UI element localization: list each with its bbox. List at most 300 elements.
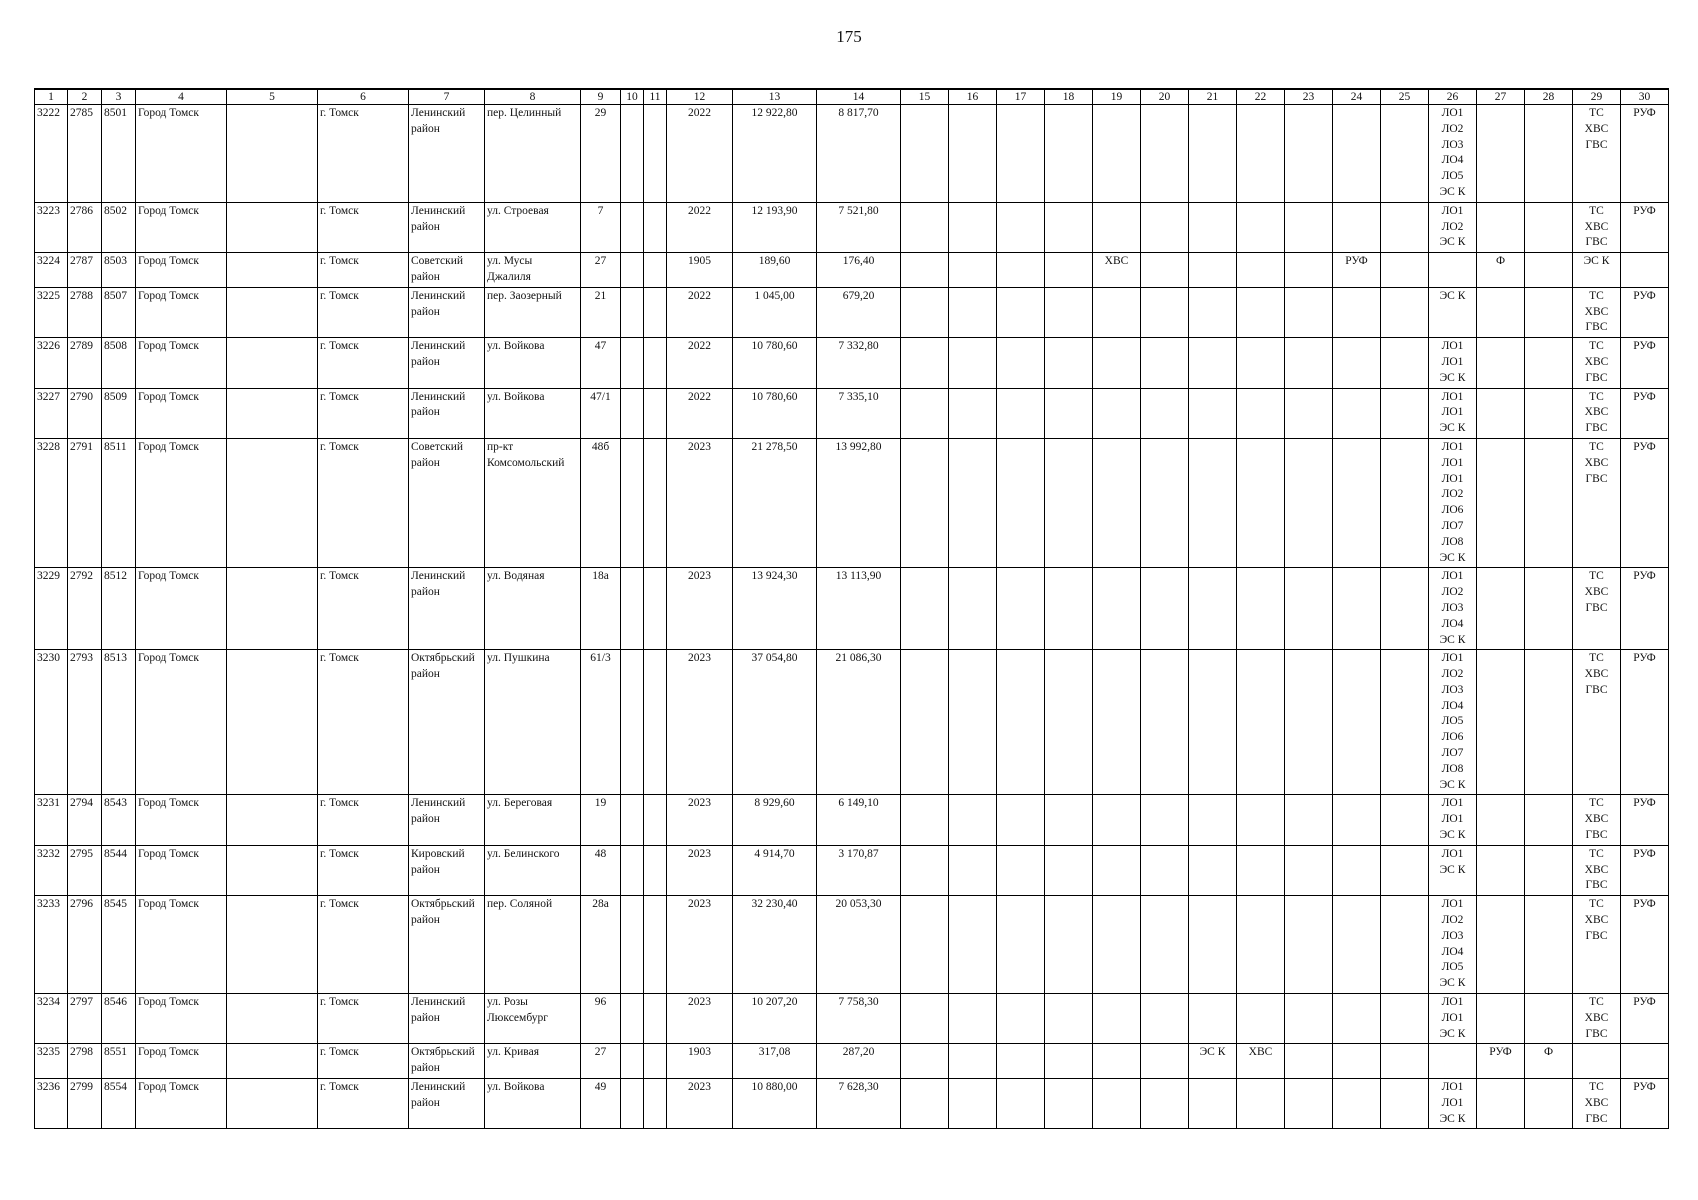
cell-col-13: 8 929,60 [733,795,817,845]
cell-col-8: ул. Войкова [485,338,581,388]
cell-col-8: пер. Целинный [485,105,581,203]
cell-col-12: 2023 [667,896,733,994]
cell-col-23 [1285,994,1333,1044]
cell-col-3: 8513 [102,650,136,795]
cell-col-30 [1621,253,1669,288]
cell-col-15 [901,568,949,650]
cell-col-4: Город Томск [136,650,227,795]
cell-col-1: 3235 [35,1044,68,1079]
cell-col-29: ТС ХВС ГВС [1573,568,1621,650]
cell-col-16 [949,253,997,288]
cell-col-26: ЛО1 ЛО2 ЛО3 ЛО4 ЛО5 ЭС К [1429,896,1477,994]
cell-col-7: Октябрьский район [409,650,485,795]
cell-col-21 [1189,105,1237,203]
cell-col-17 [997,105,1045,203]
cell-col-16 [949,287,997,337]
cell-col-4: Город Томск [136,105,227,203]
column-header-11: 11 [644,89,667,105]
cell-col-20 [1141,896,1189,994]
cell-col-27 [1477,338,1525,388]
cell-col-12: 2022 [667,105,733,203]
cell-col-10 [621,845,644,895]
cell-col-21 [1189,845,1237,895]
column-header-24: 24 [1333,89,1381,105]
cell-col-10 [621,795,644,845]
cell-col-24 [1333,845,1381,895]
cell-col-26: ЛО1 ЛО2 ЭС К [1429,202,1477,252]
cell-col-9: 29 [581,105,621,203]
cell-col-14: 3 170,87 [817,845,901,895]
cell-col-6: г. Томск [318,1079,409,1129]
cell-col-15 [901,253,949,288]
cell-col-9: 48 [581,845,621,895]
cell-col-7: Ленинский район [409,795,485,845]
cell-col-27: РУФ [1477,1044,1525,1079]
cell-col-12: 2022 [667,388,733,438]
cell-col-2: 2796 [68,896,102,994]
cell-col-9: 48б [581,438,621,567]
cell-col-6: г. Томск [318,795,409,845]
cell-col-15 [901,338,949,388]
cell-col-22 [1237,438,1285,567]
cell-col-17 [997,650,1045,795]
cell-col-10 [621,388,644,438]
cell-col-13: 37 054,80 [733,650,817,795]
cell-col-28 [1525,845,1573,895]
cell-col-24 [1333,338,1381,388]
cell-col-23 [1285,795,1333,845]
column-header-22: 22 [1237,89,1285,105]
cell-col-6: г. Томск [318,650,409,795]
cell-col-8: пр-кт Комсомольский [485,438,581,567]
cell-col-19 [1093,845,1141,895]
cell-col-2: 2794 [68,795,102,845]
cell-col-1: 3229 [35,568,68,650]
column-header-4: 4 [136,89,227,105]
cell-col-18 [1045,388,1093,438]
cell-col-29: ТС ХВС ГВС [1573,845,1621,895]
cell-col-30: РУФ [1621,795,1669,845]
cell-col-17 [997,845,1045,895]
cell-col-25 [1381,650,1429,795]
cell-col-1: 3223 [35,202,68,252]
cell-col-16 [949,795,997,845]
cell-col-27 [1477,994,1525,1044]
cell-col-2: 2799 [68,1079,102,1129]
column-header-25: 25 [1381,89,1429,105]
cell-col-27 [1477,795,1525,845]
cell-col-11 [644,438,667,567]
cell-col-18 [1045,338,1093,388]
cell-col-10 [621,1079,644,1129]
cell-col-12: 2023 [667,650,733,795]
cell-col-19: ХВС [1093,253,1141,288]
cell-col-26 [1429,1044,1477,1079]
cell-col-13: 12 193,90 [733,202,817,252]
cell-col-17 [997,568,1045,650]
cell-col-5 [227,845,318,895]
cell-col-29: ТС ХВС ГВС [1573,1079,1621,1129]
column-header-17: 17 [997,89,1045,105]
cell-col-7: Ленинский район [409,994,485,1044]
cell-col-9: 49 [581,1079,621,1129]
cell-col-16 [949,1079,997,1129]
cell-col-23 [1285,105,1333,203]
cell-col-7: Кировский район [409,845,485,895]
cell-col-4: Город Томск [136,438,227,567]
cell-col-6: г. Томск [318,568,409,650]
cell-col-25 [1381,1044,1429,1079]
cell-col-27 [1477,845,1525,895]
cell-col-26: ЛО1 ЛО2 ЛО3 ЛО4 ЛО5 ЭС К [1429,105,1477,203]
cell-col-24 [1333,994,1381,1044]
cell-col-29: ТС ХВС ГВС [1573,338,1621,388]
cell-col-1: 3231 [35,795,68,845]
cell-col-7: Октябрьский район [409,896,485,994]
cell-col-23 [1285,650,1333,795]
table-row [35,994,1669,1044]
cell-col-18 [1045,1079,1093,1129]
cell-col-23 [1285,896,1333,994]
cell-col-29: ТС ХВС ГВС [1573,287,1621,337]
cell-col-27 [1477,650,1525,795]
cell-col-2: 2797 [68,994,102,1044]
cell-col-16 [949,994,997,1044]
cell-col-11 [644,568,667,650]
cell-col-24 [1333,438,1381,567]
cell-col-24 [1333,1044,1381,1079]
cell-col-20 [1141,388,1189,438]
cell-col-25 [1381,253,1429,288]
cell-col-16 [949,202,997,252]
cell-col-5 [227,105,318,203]
cell-col-25 [1381,795,1429,845]
cell-col-21 [1189,1079,1237,1129]
cell-col-28 [1525,338,1573,388]
cell-col-11 [644,650,667,795]
cell-col-17 [997,1044,1045,1079]
cell-col-12: 1903 [667,1044,733,1079]
cell-col-1: 3224 [35,253,68,288]
table-row [35,568,1669,650]
cell-col-7: Ленинский район [409,202,485,252]
cell-col-26: ЛО1 ЛО2 ЛО3 ЛО4 ЛО5 ЛО6 ЛО7 ЛО8 ЭС К [1429,650,1477,795]
cell-col-4: Город Томск [136,568,227,650]
cell-col-23 [1285,388,1333,438]
cell-col-24 [1333,202,1381,252]
cell-col-2: 2798 [68,1044,102,1079]
cell-col-26: ЛО1 ЛО1 ЭС К [1429,388,1477,438]
cell-col-1: 3236 [35,1079,68,1129]
cell-col-7: Октябрьский район [409,1044,485,1079]
cell-col-19 [1093,1044,1141,1079]
cell-col-27 [1477,896,1525,994]
cell-col-22 [1237,287,1285,337]
column-header-21: 21 [1189,89,1237,105]
cell-col-16 [949,568,997,650]
cell-col-16 [949,845,997,895]
cell-col-30: РУФ [1621,896,1669,994]
cell-col-28 [1525,994,1573,1044]
cell-col-17 [997,438,1045,567]
cell-col-14: 8 817,70 [817,105,901,203]
cell-col-3: 8551 [102,1044,136,1079]
cell-col-28 [1525,388,1573,438]
cell-col-22: ХВС [1237,1044,1285,1079]
cell-col-8: ул. Пушкина [485,650,581,795]
cell-col-6: г. Томск [318,253,409,288]
cell-col-24 [1333,388,1381,438]
cell-col-14: 7 332,80 [817,338,901,388]
cell-col-23 [1285,845,1333,895]
column-header-2: 2 [68,89,102,105]
cell-col-19 [1093,338,1141,388]
column-header-5: 5 [227,89,318,105]
cell-col-26: ЛО1 ЛО1 ЭС К [1429,1079,1477,1129]
table-row [35,1079,1669,1129]
cell-col-15 [901,388,949,438]
cell-col-26 [1429,253,1477,288]
cell-col-25 [1381,994,1429,1044]
column-header-6: 6 [318,89,409,105]
cell-col-10 [621,287,644,337]
cell-col-19 [1093,105,1141,203]
cell-col-17 [997,253,1045,288]
cell-col-25 [1381,202,1429,252]
cell-col-8: ул. Белинского [485,845,581,895]
table-row [35,650,1669,795]
cell-col-21 [1189,388,1237,438]
cell-col-30: РУФ [1621,994,1669,1044]
cell-col-6: г. Томск [318,438,409,567]
cell-col-2: 2789 [68,338,102,388]
cell-col-4: Город Томск [136,388,227,438]
column-header-8: 8 [485,89,581,105]
cell-col-18 [1045,994,1093,1044]
cell-col-12: 2023 [667,1079,733,1129]
cell-col-11 [644,202,667,252]
cell-col-3: 8543 [102,795,136,845]
cell-col-20 [1141,438,1189,567]
cell-col-23 [1285,1044,1333,1079]
cell-col-5 [227,202,318,252]
cell-col-10 [621,1044,644,1079]
cell-col-11 [644,994,667,1044]
cell-col-3: 8544 [102,845,136,895]
cell-col-7: Ленинский район [409,338,485,388]
cell-col-12: 1905 [667,253,733,288]
cell-col-3: 8546 [102,994,136,1044]
table-row [35,202,1669,252]
cell-col-8: ул. Войкова [485,1079,581,1129]
cell-col-23 [1285,1079,1333,1129]
cell-col-29: ТС ХВС ГВС [1573,795,1621,845]
cell-col-9: 27 [581,1044,621,1079]
cell-col-23 [1285,287,1333,337]
column-header-15: 15 [901,89,949,105]
cell-col-14: 176,40 [817,253,901,288]
cell-col-12: 2023 [667,994,733,1044]
cell-col-25 [1381,105,1429,203]
cell-col-25 [1381,438,1429,567]
cell-col-28 [1525,1079,1573,1129]
cell-col-28 [1525,650,1573,795]
column-header-10: 10 [621,89,644,105]
cell-col-14: 7 758,30 [817,994,901,1044]
cell-col-27: Ф [1477,253,1525,288]
cell-col-11 [644,795,667,845]
column-header-16: 16 [949,89,997,105]
cell-col-8: ул. Береговая [485,795,581,845]
cell-col-7: Советский район [409,253,485,288]
cell-col-16 [949,1044,997,1079]
cell-col-25 [1381,388,1429,438]
cell-col-10 [621,105,644,203]
cell-col-26: ЛО1 ЛО1 ЭС К [1429,338,1477,388]
cell-col-9: 96 [581,994,621,1044]
cell-col-22 [1237,795,1285,845]
cell-col-26: ЛО1 ЛО1 ЭС К [1429,795,1477,845]
cell-col-25 [1381,896,1429,994]
cell-col-16 [949,338,997,388]
cell-col-20 [1141,253,1189,288]
cell-col-29: ТС ХВС ГВС [1573,896,1621,994]
cell-col-10 [621,202,644,252]
cell-col-11 [644,1079,667,1129]
column-header-9: 9 [581,89,621,105]
cell-col-1: 3222 [35,105,68,203]
cell-col-7: Ленинский район [409,105,485,203]
cell-col-22 [1237,1079,1285,1129]
cell-col-9: 28а [581,896,621,994]
cell-col-9: 27 [581,253,621,288]
cell-col-13: 10 780,60 [733,338,817,388]
cell-col-20 [1141,650,1189,795]
cell-col-26: ЭС К [1429,287,1477,337]
cell-col-18 [1045,845,1093,895]
cell-col-5 [227,338,318,388]
cell-col-22 [1237,845,1285,895]
cell-col-1: 3233 [35,896,68,994]
cell-col-15 [901,845,949,895]
cell-col-24 [1333,568,1381,650]
cell-col-29: ТС ХВС ГВС [1573,650,1621,795]
cell-col-12: 2022 [667,338,733,388]
cell-col-18 [1045,202,1093,252]
cell-col-19 [1093,650,1141,795]
cell-col-2: 2788 [68,287,102,337]
cell-col-24 [1333,896,1381,994]
cell-col-20 [1141,338,1189,388]
cell-col-15 [901,1044,949,1079]
cell-col-29: ТС ХВС ГВС [1573,388,1621,438]
cell-col-24 [1333,1079,1381,1129]
cell-col-27 [1477,388,1525,438]
header-row [35,89,1669,105]
cell-col-5 [227,795,318,845]
cell-col-3: 8509 [102,388,136,438]
column-header-23: 23 [1285,89,1333,105]
cell-col-2: 2793 [68,650,102,795]
cell-col-24 [1333,650,1381,795]
cell-col-5 [227,438,318,567]
cell-col-19 [1093,568,1141,650]
cell-col-2: 2791 [68,438,102,567]
cell-col-15 [901,202,949,252]
cell-col-15 [901,105,949,203]
cell-col-24 [1333,287,1381,337]
cell-col-29: ЭС К [1573,253,1621,288]
cell-col-8: ул. Кривая [485,1044,581,1079]
cell-col-25 [1381,338,1429,388]
table-row [35,1044,1669,1079]
cell-col-1: 3225 [35,287,68,337]
cell-col-16 [949,388,997,438]
cell-col-20 [1141,287,1189,337]
cell-col-4: Город Томск [136,287,227,337]
cell-col-21 [1189,795,1237,845]
table-row [35,795,1669,845]
cell-col-27 [1477,202,1525,252]
column-header-18: 18 [1045,89,1093,105]
register-table [34,88,1669,1129]
cell-col-10 [621,438,644,567]
cell-col-13: 21 278,50 [733,438,817,567]
column-header-19: 19 [1093,89,1141,105]
cell-col-17 [997,202,1045,252]
cell-col-18 [1045,438,1093,567]
table-row [35,287,1669,337]
cell-col-24 [1333,795,1381,845]
cell-col-2: 2790 [68,388,102,438]
cell-col-26: ЛО1 ЛО1 ЭС К [1429,994,1477,1044]
cell-col-28 [1525,202,1573,252]
cell-col-11 [644,338,667,388]
cell-col-11 [644,105,667,203]
cell-col-28 [1525,795,1573,845]
cell-col-2: 2786 [68,202,102,252]
cell-col-3: 8554 [102,1079,136,1129]
cell-col-13: 1 045,00 [733,287,817,337]
cell-col-9: 7 [581,202,621,252]
cell-col-2: 2795 [68,845,102,895]
cell-col-7: Ленинский район [409,1079,485,1129]
table-row [35,845,1669,895]
cell-col-30: РУФ [1621,568,1669,650]
cell-col-12: 2023 [667,568,733,650]
cell-col-30: РУФ [1621,650,1669,795]
cell-col-29: ТС ХВС ГВС [1573,994,1621,1044]
cell-col-10 [621,650,644,795]
cell-col-13: 10 880,00 [733,1079,817,1129]
cell-col-30: РУФ [1621,845,1669,895]
cell-col-9: 47 [581,338,621,388]
cell-col-10 [621,994,644,1044]
cell-col-14: 7 521,80 [817,202,901,252]
cell-col-16 [949,105,997,203]
cell-col-22 [1237,202,1285,252]
cell-col-16 [949,650,997,795]
cell-col-15 [901,795,949,845]
cell-col-23 [1285,338,1333,388]
cell-col-12: 2022 [667,202,733,252]
cell-col-17 [997,1079,1045,1129]
table-row [35,253,1669,288]
cell-col-29 [1573,1044,1621,1079]
cell-col-27 [1477,1079,1525,1129]
cell-col-4: Город Томск [136,338,227,388]
table-row [35,438,1669,567]
